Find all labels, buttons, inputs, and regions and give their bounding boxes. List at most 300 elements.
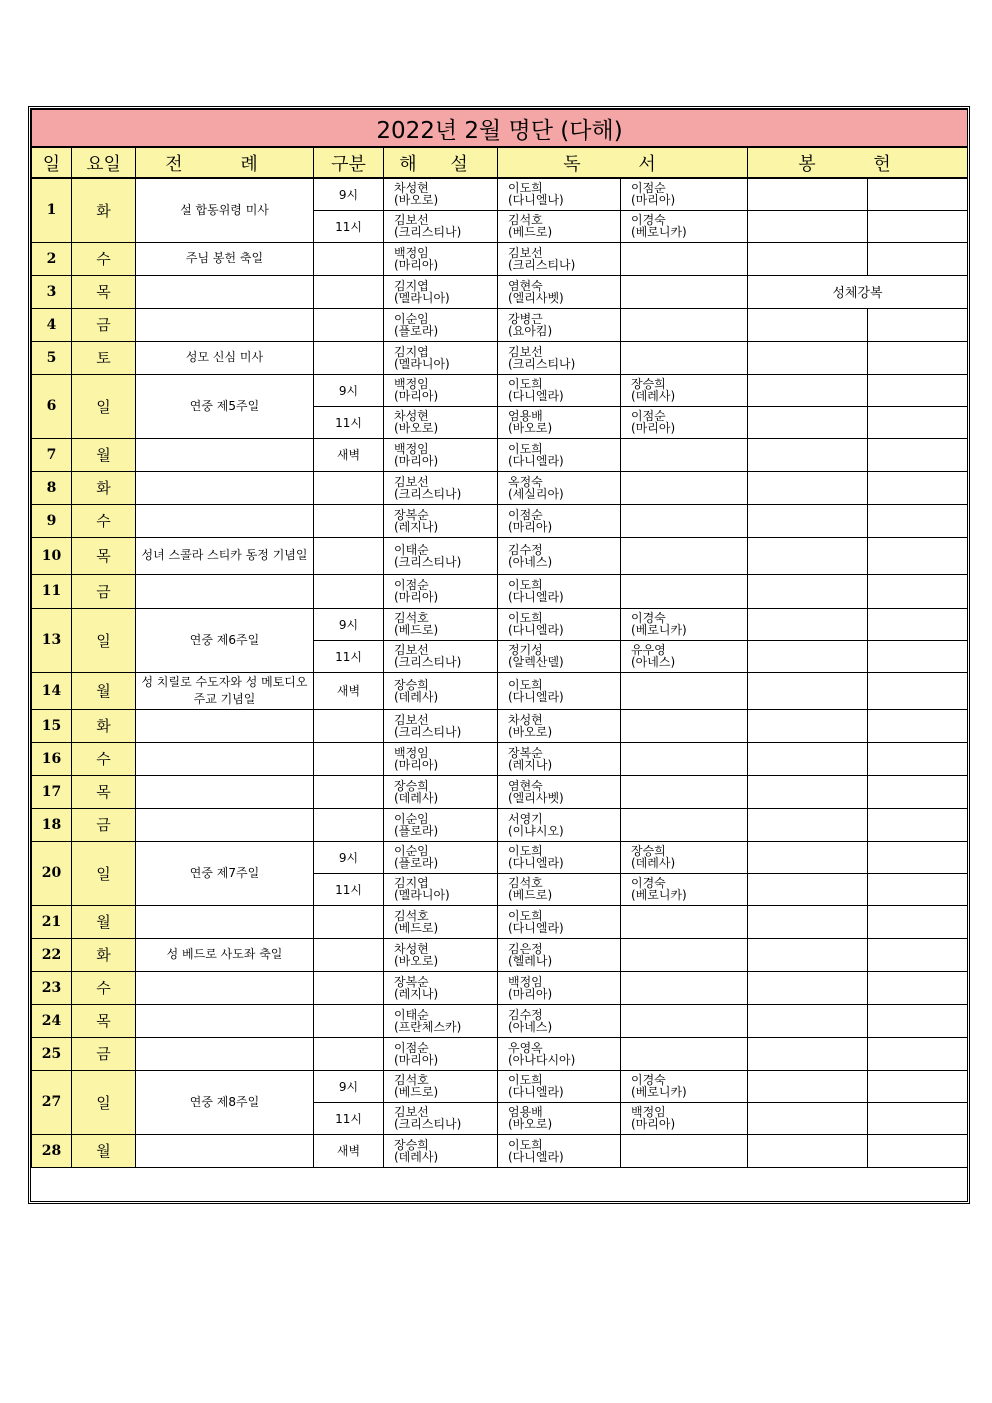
day-number: 16 xyxy=(32,742,72,775)
person-name: 김보선 xyxy=(394,474,429,489)
weekday: 토 xyxy=(72,341,136,374)
baptismal-name: (마리아) xyxy=(394,1052,439,1067)
commentator xyxy=(384,841,498,873)
liturgy xyxy=(136,308,314,341)
person-name: 이경숙 xyxy=(631,876,666,890)
reader-2 xyxy=(621,808,748,841)
baptismal-name: (베드로) xyxy=(508,225,553,239)
reader-2 xyxy=(621,178,748,210)
day-number: 8 xyxy=(32,471,72,504)
baptismal-name: (엘리사벳) xyxy=(508,790,564,805)
reader-2 xyxy=(621,308,748,341)
reader-2 xyxy=(621,406,748,438)
weekday: 금 xyxy=(72,308,136,341)
reader-1 xyxy=(498,210,621,242)
header-weekday: 요일 xyxy=(72,147,136,178)
baptismal-name: (데레사) xyxy=(631,389,676,403)
offering-2 xyxy=(868,210,968,242)
baptismal-name: (크리스티나) xyxy=(394,225,462,239)
reader-2 xyxy=(621,672,748,709)
table-row xyxy=(32,471,968,504)
person-name: 백정임 xyxy=(394,245,429,260)
commentator xyxy=(384,672,498,709)
reader-2 xyxy=(621,210,748,242)
day-number: 17 xyxy=(32,775,72,808)
person-name: 옥정숙 xyxy=(508,474,543,489)
liturgy: 성 치릴로 수도자와 성 메토디오 주교 기념일 xyxy=(136,672,314,709)
baptismal-name: (바오로) xyxy=(508,724,553,739)
weekday: 월 xyxy=(72,672,136,709)
person-name: 이순임 xyxy=(394,844,429,858)
offering-2 xyxy=(868,178,968,210)
commentator xyxy=(384,1004,498,1037)
mass-time: 9시 xyxy=(314,374,384,406)
liturgy: 연중 제6주일 xyxy=(136,608,314,672)
reader-1 xyxy=(498,841,621,873)
reader-2 xyxy=(621,438,748,471)
reader-1 xyxy=(498,1004,621,1037)
header-gubun: 구분 xyxy=(314,147,384,178)
baptismal-name: (프란체스카) xyxy=(394,1019,462,1034)
commentator xyxy=(384,1134,498,1167)
person-name: 장승희 xyxy=(631,844,666,858)
table-row xyxy=(32,938,968,971)
person-name: 이도희 xyxy=(508,441,543,456)
offering-1 xyxy=(748,1004,868,1037)
baptismal-name: (크리스티나) xyxy=(394,1117,462,1131)
offering-2 xyxy=(868,709,968,742)
person-name: 염현숙 xyxy=(508,278,543,293)
mass-time xyxy=(314,775,384,808)
person-name: 이도희 xyxy=(508,908,543,923)
baptismal-name: (엘리사벳) xyxy=(508,290,564,305)
reader-2 xyxy=(621,742,748,775)
offering-2 xyxy=(868,471,968,504)
offering-2 xyxy=(868,1070,968,1102)
baptismal-name: (레지나) xyxy=(394,519,439,534)
liturgy: 연중 제7주일 xyxy=(136,841,314,905)
person-name: 김은정 xyxy=(508,941,543,956)
reader-2 xyxy=(621,341,748,374)
offering-2 xyxy=(868,1102,968,1134)
weekday: 화 xyxy=(72,471,136,504)
reader-1 xyxy=(498,938,621,971)
liturgy xyxy=(136,905,314,938)
weekday: 수 xyxy=(72,242,136,275)
person-name: 장승희 xyxy=(394,677,429,692)
person-name: 백정임 xyxy=(394,745,429,760)
weekday: 수 xyxy=(72,742,136,775)
offering-1 xyxy=(748,178,868,210)
weekday: 금 xyxy=(72,574,136,608)
reader-2 xyxy=(621,971,748,1004)
day-number: 15 xyxy=(32,709,72,742)
reader-2 xyxy=(621,775,748,808)
baptismal-name: (다니엘라) xyxy=(508,920,564,935)
baptismal-name: (마리아) xyxy=(394,257,439,272)
reader-1 xyxy=(498,504,621,537)
commentator xyxy=(384,210,498,242)
person-name: 김석호 xyxy=(508,876,543,890)
table-row xyxy=(32,341,968,374)
person-name: 장승희 xyxy=(631,377,666,391)
baptismal-name: (다니엘라) xyxy=(508,856,564,870)
offering-2 xyxy=(868,640,968,672)
reader-1 xyxy=(498,438,621,471)
commentator xyxy=(384,406,498,438)
liturgy xyxy=(136,742,314,775)
person-name: 서영기 xyxy=(508,811,543,826)
mass-time: 11시 xyxy=(314,640,384,672)
reader-2 xyxy=(621,374,748,406)
baptismal-name: (이냐시오) xyxy=(508,823,564,838)
liturgy xyxy=(136,775,314,808)
offering-1 xyxy=(748,905,868,938)
baptismal-name: (데레사) xyxy=(394,1149,439,1164)
schedule-sheet xyxy=(28,106,970,1204)
reader-2 xyxy=(621,1102,748,1134)
commentator xyxy=(384,242,498,275)
person-name: 염현숙 xyxy=(508,778,543,793)
baptismal-name: (마리아) xyxy=(631,1117,676,1131)
mass-time xyxy=(314,1037,384,1070)
offering-note: 성체강복 xyxy=(748,275,968,308)
commentator xyxy=(384,938,498,971)
commentator xyxy=(384,1037,498,1070)
baptismal-name: (다니엘라) xyxy=(508,689,564,704)
reader-2 xyxy=(621,574,748,608)
weekday: 금 xyxy=(72,1037,136,1070)
offering-2 xyxy=(868,1037,968,1070)
mass-time: 새벽 xyxy=(314,438,384,471)
offering-1 xyxy=(748,308,868,341)
commentator xyxy=(384,537,498,574)
offering-2 xyxy=(868,841,968,873)
day-number: 7 xyxy=(32,438,72,471)
baptismal-name: (마리아) xyxy=(394,389,439,403)
weekday: 화 xyxy=(72,938,136,971)
reader-1 xyxy=(498,808,621,841)
person-name: 이도희 xyxy=(508,377,543,391)
person-name: 장복순 xyxy=(508,745,543,760)
reader-2 xyxy=(621,709,748,742)
person-name: 김석호 xyxy=(394,611,429,625)
weekday: 목 xyxy=(72,275,136,308)
offering-1 xyxy=(748,873,868,905)
header-commentary: 해 설 xyxy=(384,147,498,178)
liturgy xyxy=(136,574,314,608)
mass-time xyxy=(314,504,384,537)
person-name: 차성현 xyxy=(508,712,543,727)
offering-2 xyxy=(868,374,968,406)
day-number: 13 xyxy=(32,608,72,672)
mass-time xyxy=(314,808,384,841)
table-row xyxy=(32,1004,968,1037)
baptismal-name: (바오로) xyxy=(394,193,439,208)
day-number: 14 xyxy=(32,672,72,709)
offering-1 xyxy=(748,775,868,808)
person-name: 백정임 xyxy=(508,974,543,989)
commentator xyxy=(384,504,498,537)
offering-2 xyxy=(868,308,968,341)
person-name: 이도희 xyxy=(508,181,543,196)
weekday: 수 xyxy=(72,971,136,1004)
baptismal-name: (다니엘라) xyxy=(508,623,564,637)
commentator xyxy=(384,775,498,808)
person-name: 이도희 xyxy=(508,844,543,858)
commentator xyxy=(384,608,498,640)
offering-1 xyxy=(748,938,868,971)
offering-2 xyxy=(868,971,968,1004)
commentator xyxy=(384,438,498,471)
reader-1 xyxy=(498,406,621,438)
table-row xyxy=(32,1070,968,1102)
table-row xyxy=(32,1037,968,1070)
liturgy: 연중 제8주일 xyxy=(136,1070,314,1134)
offering-1 xyxy=(748,1134,868,1167)
table-row xyxy=(32,905,968,938)
commentator xyxy=(384,640,498,672)
person-name: 장승희 xyxy=(394,1137,429,1152)
weekday: 목 xyxy=(72,1004,136,1037)
baptismal-name: (크리스티나) xyxy=(508,257,576,272)
baptismal-name: (플로라) xyxy=(394,323,439,338)
table-row xyxy=(32,971,968,1004)
baptismal-name: (베드로) xyxy=(394,1085,439,1099)
person-name: 이순임 xyxy=(394,811,429,826)
liturgy xyxy=(136,709,314,742)
baptismal-name: (바오로) xyxy=(394,421,439,435)
offering-1 xyxy=(748,341,868,374)
person-name: 이점순 xyxy=(394,1040,429,1055)
person-name: 이경숙 xyxy=(631,213,666,227)
person-name: 이경숙 xyxy=(631,1073,666,1087)
table-row xyxy=(32,742,968,775)
mass-time xyxy=(314,471,384,504)
baptismal-name: (알렉산델) xyxy=(508,655,564,669)
baptismal-name: (마리아) xyxy=(394,757,439,772)
table-row xyxy=(32,374,968,406)
reader-1 xyxy=(498,905,621,938)
weekday: 일 xyxy=(72,608,136,672)
baptismal-name: (아네스) xyxy=(508,1019,553,1034)
reader-1 xyxy=(498,275,621,308)
mass-time xyxy=(314,742,384,775)
table-row xyxy=(32,504,968,537)
mass-time xyxy=(314,938,384,971)
liturgy xyxy=(136,438,314,471)
mass-time xyxy=(314,709,384,742)
baptismal-name: (마리아) xyxy=(394,453,439,468)
mass-time xyxy=(314,574,384,608)
table-row xyxy=(32,672,968,709)
weekday: 화 xyxy=(72,178,136,242)
day-number: 11 xyxy=(32,574,72,608)
mass-time: 11시 xyxy=(314,406,384,438)
liturgy: 주님 봉헌 축일 xyxy=(136,242,314,275)
reader-2 xyxy=(621,1070,748,1102)
header-offering: 봉 헌 xyxy=(748,147,968,178)
person-name: 엄용배 xyxy=(508,1105,543,1119)
person-name: 강병근 xyxy=(508,311,543,326)
baptismal-name: (레지나) xyxy=(394,986,439,1001)
day-number: 5 xyxy=(32,341,72,374)
person-name: 장승희 xyxy=(394,778,429,793)
reader-1 xyxy=(498,471,621,504)
person-name: 김보선 xyxy=(394,643,429,657)
mass-time: 9시 xyxy=(314,841,384,873)
table-row xyxy=(32,438,968,471)
reader-2 xyxy=(621,608,748,640)
reader-1 xyxy=(498,374,621,406)
weekday: 일 xyxy=(72,1070,136,1134)
offering-1 xyxy=(748,471,868,504)
person-name: 백정임 xyxy=(394,377,429,391)
day-number: 28 xyxy=(32,1134,72,1167)
weekday: 화 xyxy=(72,709,136,742)
baptismal-name: (세실리아) xyxy=(508,486,564,501)
liturgy: 성녀 스콜라 스티카 동정 기념일 xyxy=(136,537,314,574)
baptismal-name: (다니엘라) xyxy=(508,590,564,604)
day-number: 20 xyxy=(32,841,72,905)
person-name: 정기성 xyxy=(508,643,543,657)
baptismal-name: (베드로) xyxy=(394,920,439,935)
offering-1 xyxy=(748,406,868,438)
commentator xyxy=(384,471,498,504)
person-name: 백정임 xyxy=(631,1105,666,1119)
reader-1 xyxy=(498,178,621,210)
offering-2 xyxy=(868,504,968,537)
baptismal-name: (베드로) xyxy=(508,888,553,902)
offering-2 xyxy=(868,1134,968,1167)
reader-2 xyxy=(621,242,748,275)
liturgy xyxy=(136,808,314,841)
offering-1 xyxy=(748,210,868,242)
person-name: 이도희 xyxy=(508,611,543,625)
offering-1 xyxy=(748,1037,868,1070)
reader-1 xyxy=(498,971,621,1004)
person-name: 이태순 xyxy=(394,542,429,557)
person-name: 우영옥 xyxy=(508,1040,543,1055)
baptismal-name: (마리아) xyxy=(394,590,439,604)
person-name: 유우영 xyxy=(631,643,666,657)
mass-time: 11시 xyxy=(314,1102,384,1134)
mass-time: 11시 xyxy=(314,210,384,242)
baptismal-name: (다니엘라) xyxy=(508,1149,564,1164)
reader-2 xyxy=(621,275,748,308)
reader-1 xyxy=(498,308,621,341)
commentator xyxy=(384,1102,498,1134)
offering-1 xyxy=(748,742,868,775)
reader-1 xyxy=(498,242,621,275)
offering-1 xyxy=(748,537,868,574)
table-row xyxy=(32,308,968,341)
person-name: 이도희 xyxy=(508,578,543,592)
person-name: 김보선 xyxy=(394,213,429,227)
baptismal-name: (요아킴) xyxy=(508,323,553,338)
day-number: 24 xyxy=(32,1004,72,1037)
reader-2 xyxy=(621,1134,748,1167)
offering-1 xyxy=(748,640,868,672)
offering-1 xyxy=(748,841,868,873)
offering-1 xyxy=(748,672,868,709)
commentator xyxy=(384,374,498,406)
offering-2 xyxy=(868,742,968,775)
baptismal-name: (바오로) xyxy=(508,421,553,435)
reader-1 xyxy=(498,608,621,640)
liturgy: 성 베드로 사도좌 축일 xyxy=(136,938,314,971)
day-number: 6 xyxy=(32,374,72,438)
person-name: 이점순 xyxy=(631,409,666,423)
weekday: 목 xyxy=(72,537,136,574)
baptismal-name: (멜라니아) xyxy=(394,290,450,305)
offering-2 xyxy=(868,1004,968,1037)
table-row xyxy=(32,709,968,742)
weekday: 금 xyxy=(72,808,136,841)
weekday: 목 xyxy=(72,775,136,808)
offering-1 xyxy=(748,1070,868,1102)
baptismal-name: (베로니카) xyxy=(631,623,687,637)
weekday: 일 xyxy=(72,841,136,905)
baptismal-name: (크리스티나) xyxy=(508,356,576,371)
offering-1 xyxy=(748,971,868,1004)
header-reading: 독 서 xyxy=(498,147,748,178)
person-name: 김석호 xyxy=(508,213,543,227)
baptismal-name: (플로라) xyxy=(394,823,439,838)
commentator xyxy=(384,742,498,775)
reader-2 xyxy=(621,537,748,574)
weekday: 수 xyxy=(72,504,136,537)
commentator xyxy=(384,873,498,905)
mass-time xyxy=(314,275,384,308)
person-name: 김지엽 xyxy=(394,278,429,293)
baptismal-name: (다니엘라) xyxy=(508,1085,564,1099)
person-name: 장복순 xyxy=(394,974,429,989)
liturgy xyxy=(136,275,314,308)
person-name: 이경숙 xyxy=(631,611,666,625)
schedule-table xyxy=(31,109,968,1168)
baptismal-name: (베로니카) xyxy=(631,888,687,902)
offering-2 xyxy=(868,242,968,275)
baptismal-name: (마리아) xyxy=(508,986,553,1001)
baptismal-name: (플로라) xyxy=(394,856,439,870)
mass-time: 9시 xyxy=(314,608,384,640)
reader-2 xyxy=(621,640,748,672)
baptismal-name: (멜라니아) xyxy=(394,356,450,371)
baptismal-name: (마리아) xyxy=(508,519,553,534)
offering-1 xyxy=(748,574,868,608)
reader-1 xyxy=(498,537,621,574)
baptismal-name: (마리아) xyxy=(631,193,676,208)
person-name: 장복순 xyxy=(394,507,429,522)
offering-1 xyxy=(748,438,868,471)
liturgy: 성모 신심 미사 xyxy=(136,341,314,374)
table-row xyxy=(32,537,968,574)
baptismal-name: (베드로) xyxy=(394,623,439,637)
mass-time xyxy=(314,537,384,574)
baptismal-name: (크리스티나) xyxy=(394,655,462,669)
offering-2 xyxy=(868,608,968,640)
baptismal-name: (데레사) xyxy=(631,856,676,870)
table-row xyxy=(32,1134,968,1167)
person-name: 이도희 xyxy=(508,677,543,692)
offering-2 xyxy=(868,672,968,709)
commentator xyxy=(384,574,498,608)
commentator xyxy=(384,308,498,341)
table-row xyxy=(32,608,968,640)
baptismal-name: (데레사) xyxy=(394,689,439,704)
baptismal-name: (아네스) xyxy=(631,655,676,669)
